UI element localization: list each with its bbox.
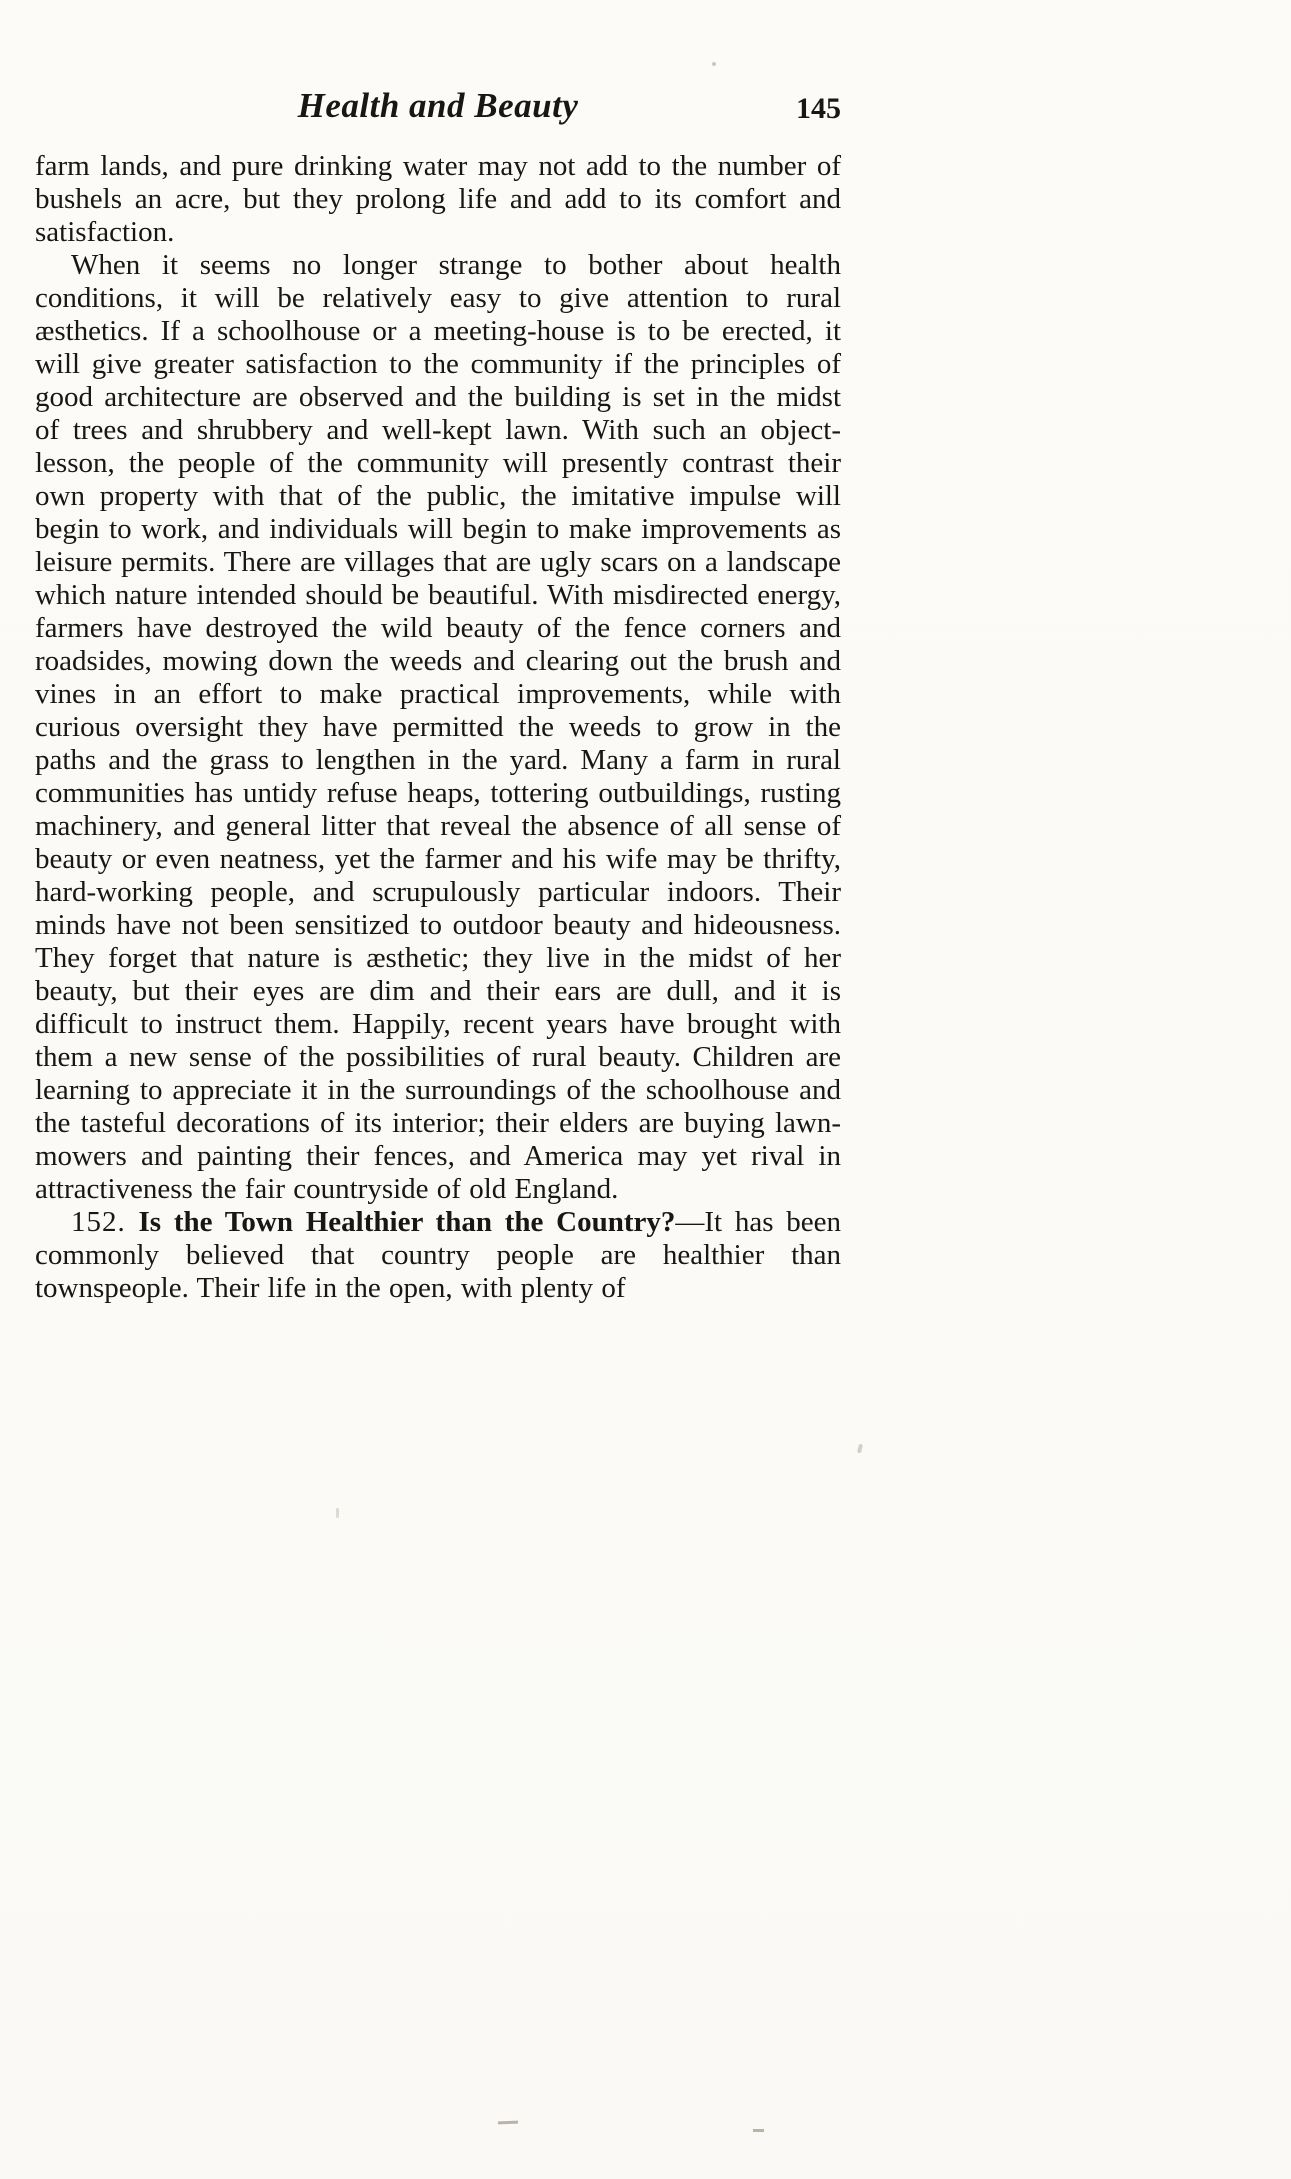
paragraph-rural-aesthetics: When it seems no longer strange to bother about health conditions, it will be relatively easy to give attention to rural æsthetics. If a schoolhouse or a meeting-house is to be erected, it will give greater satisfaction to the community if the principles of good architecture are observed and the building is set in the midst of trees and shrubbery and well-kept lawn. With such an object-lesson, the people of the community will presently contrast their own property with that of the public, the imitative impulse will begin to work, and individuals will begin to make improvements as leisure permits. There are villages that are ugly scars on a landscape which nature intended should be beautiful. With misdirected energy, farmers have destroyed the wild beauty of the fence corners and roadsides, mowing down the weeds and clearing out the brush and vines in an effort to make practical improvements, while with curious oversight they have permitted the weeds to grow in the paths and the grass to lengthen in the yard. Many a farm in rural communities has untidy refuse heaps, tottering outbuildings, rusting machinery, and general litter that reveal the absence of all sense of beauty or even neatness, yet the farmer and his wife may be thrifty, hard-working people, and scrupulously particular indoors. Their minds have not been sensitized to outdoor beauty and hideousness. They forget that nature is æsthetic; they live in the midst of her beauty, but their eyes are dim and their ears are dull, and it is difficult to instruct them. Happily, recent years have brought with them a new sense of the possibilities of rural beauty. Children are learning to appreciate it in the surroundings of the schoolhouse and the tasteful decorations of its interior; their elders are buying lawn-mowers and painting their fences, and America may yet rival in attractiveness the fair countryside of old England. [35, 249, 841, 1205]
section-number: 152. [71, 1206, 126, 1238]
scan-artifact-dash [498, 2121, 518, 2125]
section-text: —It has been commonly believed that country people are healthier than townspeople. Their life in the open, with plenty of [35, 1206, 842, 1304]
section-heading: Is the Town Healthier than the Country? [138, 1206, 676, 1238]
scan-artifact-dot [857, 1444, 863, 1454]
body-text [35, 150, 841, 1305]
page-number: 145 [796, 92, 841, 125]
scan-artifact-dash [753, 2129, 764, 2132]
page-header [35, 84, 841, 128]
paragraph-continuation: farm lands, and pure drinking water may not add to the number of bushels an acre, but they prolong life and add to its comfort and satisfaction. [35, 150, 841, 248]
paragraph-section-152 [35, 1206, 841, 1305]
scan-artifact-dot [712, 62, 716, 66]
running-head-title: Health and Beauty [297, 86, 579, 125]
scan-artifact-dot [336, 1508, 339, 1518]
